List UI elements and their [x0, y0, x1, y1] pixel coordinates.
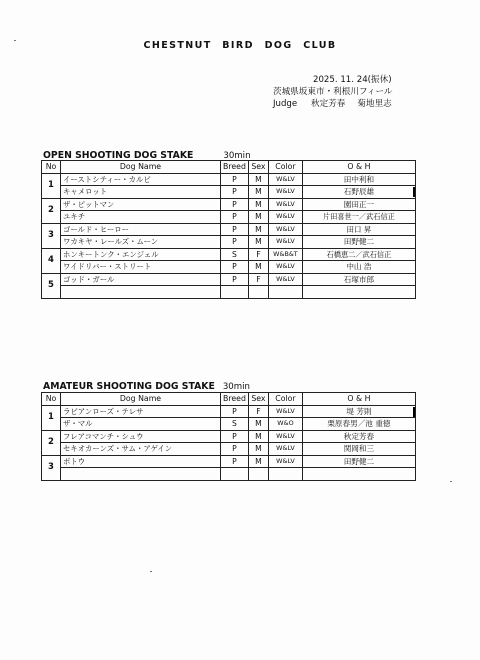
owner-handler: [302, 468, 415, 481]
brace-number: 2: [42, 430, 61, 455]
color: W&LV: [268, 211, 302, 224]
color: [268, 468, 302, 481]
header-color: Color: [268, 161, 302, 174]
scan-speck: [150, 571, 152, 572]
owner-handler: 石塚市郎: [302, 273, 415, 286]
event-date: 2025. 11. 24(振休): [313, 75, 392, 85]
table-row: [42, 455, 416, 468]
color: W&B&T: [268, 248, 302, 261]
header-no: No: [42, 393, 61, 406]
color: W&LV: [268, 223, 302, 236]
dog-name: ゴッド・ガール: [61, 273, 221, 286]
owner-handler: 中山 浩: [302, 261, 415, 274]
owner-handler: 田野健二: [302, 236, 415, 249]
dog-name: ワカキヤ・レールズ・ムーン: [61, 236, 221, 249]
breed: P: [221, 211, 249, 224]
sex: M: [248, 418, 268, 431]
sex: [248, 468, 268, 481]
sex: M: [248, 198, 268, 211]
sex: F: [248, 405, 268, 418]
sex: M: [248, 443, 268, 456]
header-dog-name: Dog Name: [61, 393, 221, 406]
table-row: [42, 286, 416, 299]
table-row: [42, 430, 416, 443]
owner-handler: 田口 昇: [302, 223, 415, 236]
breed: P: [221, 198, 249, 211]
header-sex: Sex: [248, 161, 268, 174]
dog-name: ユキチ: [61, 211, 221, 224]
dog-name: イーストシティー・カルビ: [61, 173, 221, 186]
header-breed: Breed: [221, 393, 249, 406]
color: W&O: [268, 418, 302, 431]
sex: [248, 286, 268, 299]
judges-line: [273, 98, 404, 110]
brace-number: 1: [42, 405, 61, 430]
owner-handler: [302, 405, 415, 418]
table-row: [42, 248, 416, 261]
breed: P: [221, 405, 249, 418]
breed: P: [221, 186, 249, 199]
scan-speck: [14, 40, 16, 41]
color: W&LV: [268, 236, 302, 249]
color: W&LV: [268, 198, 302, 211]
owner-handler: 田野健二: [302, 455, 415, 468]
dog-name: キャメロット: [61, 186, 221, 199]
color: W&LV: [268, 173, 302, 186]
table-row: [42, 443, 416, 456]
table-row: [42, 223, 416, 236]
owner-handler: 園田正一: [302, 198, 415, 211]
owner-handler: 石橋恵二／武石信正: [302, 248, 415, 261]
brace-number: 2: [42, 198, 61, 223]
header-no: No: [42, 161, 61, 174]
open-stake-name: OPEN SHOOTING DOG STAKE: [43, 150, 194, 161]
breed: P: [221, 236, 249, 249]
club-name: CHESTNUT BIRD DOG CLUB: [143, 40, 337, 51]
judge-label: Judge: [273, 99, 298, 109]
breed: [221, 286, 249, 299]
sex: F: [248, 248, 268, 261]
table-row: [42, 186, 416, 199]
open-stake-table: [41, 160, 416, 299]
owner-handler: 関岡和三: [302, 443, 415, 456]
amateur-stake-title: [43, 381, 250, 392]
breed: P: [221, 273, 249, 286]
color: W&LV: [268, 455, 302, 468]
breed: P: [221, 173, 249, 186]
color: W&LV: [268, 430, 302, 443]
table-row: [42, 236, 416, 249]
dog-name: [61, 286, 221, 299]
table-row: [42, 173, 416, 186]
dog-name: [61, 468, 221, 481]
dog-name: ザ・ピットマン: [61, 198, 221, 211]
color: W&LV: [268, 273, 302, 286]
color: W&LV: [268, 186, 302, 199]
owner-handler: [302, 286, 415, 299]
table-row: [42, 273, 416, 286]
sex: M: [248, 173, 268, 186]
owner-handler: 秋定芳春: [302, 430, 415, 443]
header-oh: O & H: [302, 161, 415, 174]
breed: P: [221, 443, 249, 456]
dog-name: ラビアンローズ・テレサ: [61, 405, 221, 418]
brace-number: 5: [42, 273, 61, 298]
owner-handler: 片田喜世一／武石信正: [302, 211, 415, 224]
dog-name: セキオカーンズ・サム・アゲイン: [61, 443, 221, 456]
header-sex: Sex: [248, 393, 268, 406]
breed: P: [221, 261, 249, 274]
color: W&LV: [268, 261, 302, 274]
amateur-stake-time: 30min: [222, 382, 250, 392]
owner-handler-text: 堤 芳則: [346, 406, 372, 416]
breed: P: [221, 223, 249, 236]
sex: M: [248, 186, 268, 199]
table-header-row: [42, 161, 416, 174]
sex: M: [248, 211, 268, 224]
brace-number: 3: [42, 455, 61, 480]
scan-speck: [450, 481, 452, 482]
owner-handler-text: 石野辰雄: [343, 187, 375, 197]
brace-number: 1: [42, 173, 61, 198]
sex: M: [248, 455, 268, 468]
color: W&LV: [268, 443, 302, 456]
dog-name: ワイドリバー・ストリート: [61, 261, 221, 274]
amateur-stake-name: AMATEUR SHOOTING DOG STAKE: [43, 381, 215, 392]
header-breed: Breed: [221, 161, 249, 174]
dog-name: ゴールド・ヒーロー: [61, 223, 221, 236]
event-info: [273, 74, 404, 110]
sex: M: [248, 261, 268, 274]
breed: S: [221, 248, 249, 261]
color: [268, 286, 302, 299]
table-row: [42, 198, 416, 211]
owner-handler: [302, 186, 415, 199]
table-row: [42, 211, 416, 224]
event-venue: 茨城県坂東市・利根川フィール: [273, 87, 393, 97]
owner-handler: 栗原春男／池 重徳: [302, 418, 415, 431]
brace-number: 4: [42, 248, 61, 273]
table-row: [42, 468, 416, 481]
breed: P: [221, 430, 249, 443]
row-mark: [413, 407, 415, 417]
breed: S: [221, 418, 249, 431]
dog-name: ホンキートンク・エンジェル: [61, 248, 221, 261]
header-dog-name: Dog Name: [61, 161, 221, 174]
judge-name: 菊地里志: [357, 99, 392, 109]
row-mark: [413, 187, 415, 197]
table-row: [42, 261, 416, 274]
owner-handler: 田中利和: [302, 173, 415, 186]
judge-name: 秋定芳春: [311, 99, 346, 109]
amateur-stake-table: [41, 392, 416, 481]
sex: F: [248, 273, 268, 286]
header-oh: O & H: [302, 393, 415, 406]
table-row: [42, 405, 416, 418]
open-stake-time: 30min: [223, 151, 251, 161]
sex: M: [248, 223, 268, 236]
table-row: [42, 418, 416, 431]
dog-name: ポトウ: [61, 455, 221, 468]
table-header-row: [42, 393, 416, 406]
dog-name: フレアコマンチ・シュウ: [61, 430, 221, 443]
color: W&LV: [268, 405, 302, 418]
brace-number: 3: [42, 223, 61, 248]
dog-name: ザ・マル: [61, 418, 221, 431]
header-color: Color: [268, 393, 302, 406]
sex: M: [248, 430, 268, 443]
sex: M: [248, 236, 268, 249]
breed: P: [221, 455, 249, 468]
breed: [221, 468, 249, 481]
